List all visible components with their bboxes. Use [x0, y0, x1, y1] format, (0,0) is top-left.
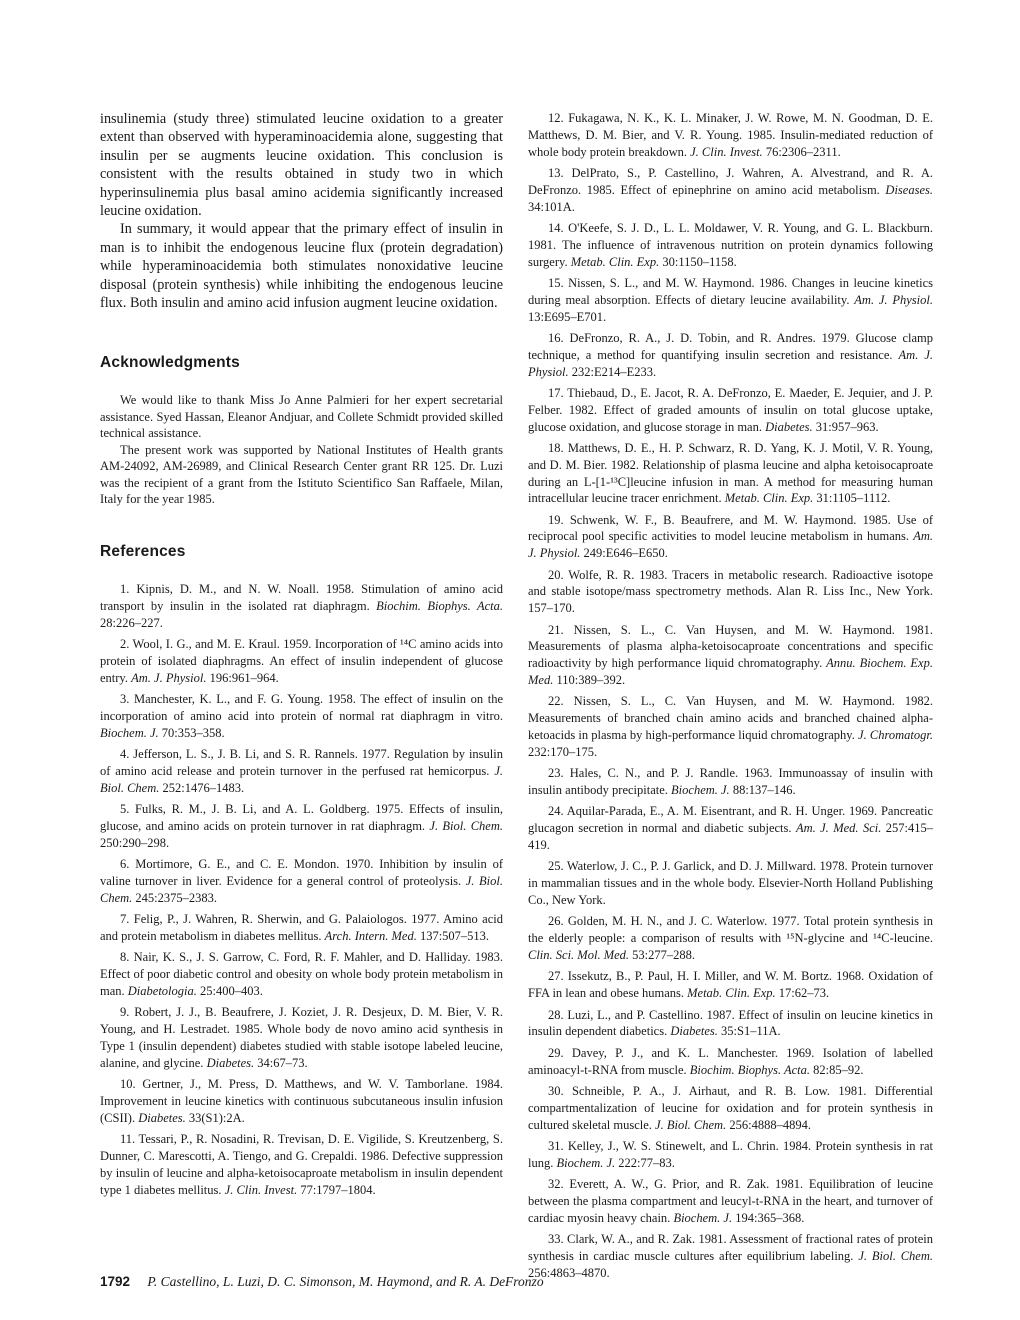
- left-column: [100, 110, 503, 1203]
- reference-text: 10. Gertner, J., M. Press, D. Matthews, and W. V. Tamborlane. 1984. Improvement in leucine kinetics with continuous subcutaneous insulin infusion (CSII).: [100, 1077, 503, 1125]
- reference-source: J. Biol. Chem.: [100, 874, 503, 905]
- reference-citation: 194:365–368.: [732, 1210, 805, 1225]
- reference-item: [528, 1045, 933, 1079]
- reference-text: 25. Waterlow, J. C., P. J. Garlick, and D. J. Millward. 1978. Protein turnover in mammalian tissues and in the whole body. Elsevier-North Holland Publishing Co., New York.: [528, 859, 933, 907]
- reference-text: 9. Robert, J. J., B. Beaufrere, J. Koziet, J. R. Desjeux, D. M. Bier, V. R. Young, and H. Lestradet. 1985. Whole body de novo amino acid synthesis in Type 1 (insulin dependent) diabetes studied with stable isotope labeled leucine, alanine, and glycine.: [100, 1005, 503, 1070]
- footer-authors: P. Castellino, L. Luzi, D. C. Simonson, M. Haymond, and R. A. DeFronzo: [147, 1274, 544, 1289]
- reference-text: 20. Wolfe, R. R. 1983. Tracers in metabolic research. Radioactive isotope and stable isotope/mass spectrometry methods. Alan R. Liss Inc., New York. 157–170.: [528, 567, 933, 616]
- acknowledgments-body: [100, 392, 503, 507]
- reference-citation: 30:1150–1158.: [659, 254, 737, 269]
- reference-text: 15. Nissen, S. L., and M. W. Haymond. 1986. Changes in leucine kinetics during meal absorption. Effects of dietary leucine availability.: [528, 275, 933, 307]
- reference-text: 7. Felig, P., J. Wahren, R. Sherwin, and G. Palaiologos. 1977. Amino acid and protein metabolism in diabetes mellitus.: [100, 912, 503, 944]
- reference-text: 2. Wool, I. G., and M. E. Kraul. 1959. Incorporation of ¹⁴C amino acids into protein of isolated diaphragms. An effect of insulin independent of glucose entry.: [100, 637, 503, 685]
- reference-citation: 110:389–392.: [553, 673, 626, 688]
- reference-text: 8. Nair, K. S., J. S. Garrow, C. Ford, R. F. Mahler, and D. Halliday. 1983. Effect of poor diabetic control and obesity on whole body protein metabolism in man.: [100, 950, 503, 998]
- acknowledgments-heading: Acknowledgments: [100, 354, 240, 372]
- reference-citation: 76:2306–2311.: [762, 144, 841, 159]
- reference-source: Diabetes.: [138, 1110, 186, 1125]
- reference-text: 6. Mortimore, G. E., and C. E. Mondon. 1970. Inhibition by insulin of valine turnover in liver. Evidence for a general control of proteolysis.: [100, 857, 503, 889]
- reference-item: [528, 803, 933, 853]
- reference-source: J. Clin. Invest.: [224, 1182, 298, 1197]
- reference-text: 3. Manchester, K. L., and F. G. Young. 1958. The effect of insulin on the incorporation of amino acid into protein of normal rat diaphragm in vitro.: [100, 692, 503, 724]
- reference-item: [100, 1004, 503, 1071]
- reference-citation: 137:507–513.: [416, 929, 490, 944]
- reference-text: 13. DelPrato, S., P. Castellino, J. Wahren, A. Alvestrand, and R. A. DeFronzo. 1985. Effect of epinephrine on amino acid metabolism.: [528, 165, 933, 197]
- reference-citation: 13:E695–E701.: [528, 309, 607, 324]
- reference-source: J. Chromatogr.: [858, 728, 933, 743]
- right-column: [528, 110, 933, 1286]
- references-heading: References: [100, 543, 186, 561]
- reference-item: [100, 949, 503, 999]
- reference-text: 12. Fukagawa, N. K., K. L. Minaker, J. W. Rowe, M. N. Goodman, D. E. Matthews, D. M. Bier, and V. R. Young. 1985. Insulin-mediated reduction of whole body protein breakdown.: [528, 111, 933, 159]
- reference-citation: 245:2375–2383.: [132, 890, 218, 905]
- reference-source: Diabetes.: [206, 1055, 255, 1070]
- reference-source: J. Biol. Chem.: [100, 764, 503, 795]
- reference-citation: 25:400–403.: [196, 984, 263, 998]
- reference-source: Am. J. Physiol.: [131, 670, 207, 685]
- reference-citation: 196:961–964.: [206, 670, 279, 685]
- reference-item: [528, 913, 933, 963]
- reference-source: Clin. Sci. Mol. Med.: [528, 947, 630, 962]
- reference-text: 33. Clark, W. A., and R. Zak. 1981. Assessment of fractional rates of protein synthesis in cardiac muscle cultures after equilibrium labeling.: [528, 1232, 933, 1263]
- reference-text: 4. Jefferson, L. S., J. B. Li, and S. R. Rannels. 1977. Regulation by insulin of amino acid release and protein turnover in the perfused rat hemicorpus.: [100, 747, 503, 779]
- reference-item: [528, 1007, 933, 1041]
- reference-text: 24. Aquilar-Parada, E., A. M. Eisentrant, and R. H. Unger. 1969. Pancreatic glucagon secretion in normal and diabetic subjects.: [528, 804, 933, 836]
- reference-citation: 232:170–175.: [528, 744, 598, 759]
- reference-source: J. Biol. Chem.: [858, 1248, 933, 1263]
- reference-source: Biochim. Biophys. Acta.: [689, 1062, 811, 1077]
- references-list-right: [528, 110, 933, 1281]
- reference-citation: 88:137–146.: [729, 783, 796, 798]
- reference-citation: 34:101A.: [528, 199, 575, 214]
- reference-source: Metab. Clin. Exp.: [687, 986, 776, 1001]
- references-list-left: [100, 581, 503, 1198]
- reference-item: [528, 1138, 933, 1172]
- reference-item: [528, 1231, 933, 1281]
- reference-citation: 232:E214–E233.: [568, 364, 657, 379]
- page-number: 1792: [100, 1274, 131, 1289]
- reference-text: 32. Everett, A. W., G. Prior, and R. Zak. 1981. Equilibration of leucine between the plasma compartment and leucyl-t-RNA in the heart, and turnover of cardiac myosin heavy chain.: [528, 1177, 933, 1225]
- reference-item: [100, 691, 503, 741]
- reference-item: [528, 858, 933, 908]
- reference-item: [528, 220, 933, 270]
- reference-citation: 257:415–419.: [528, 821, 933, 852]
- reference-source: J. Biol. Chem.: [429, 819, 503, 834]
- reference-source: Am. J. Physiol.: [528, 347, 933, 379]
- reference-text: 30. Schneible, P. A., J. Airhaut, and R. B. Low. 1981. Differential compartmentalization of leucine for oxidation and for protein synthesis in cultured skeletal muscle.: [528, 1083, 933, 1132]
- reference-source: Arch. Intern. Med.: [324, 929, 417, 944]
- reference-item: [528, 330, 933, 380]
- reference-citation: 222:77–83.: [615, 1155, 675, 1170]
- reference-text: 14. O'Keefe, S. J. D., L. L. Moldawer, V. R. Young, and G. L. Blackburn. 1981. The influence of intravenous nutrition on protein dynamics following surgery.: [528, 220, 933, 269]
- reference-text: 23. Hales, C. N., and P. J. Randle. 1963. Immunoassay of insulin with insulin antibody precipitate.: [528, 766, 933, 798]
- reference-citation: 31:1105–1112.: [813, 491, 891, 506]
- body-paragraph: insulinemia (study three) stimulated leucine oxidation to a greater extent than observed with hyperaminoacidemia alone, suggesting that insulin per se augments leucine oxidation. This conclusion is consistent with the results obtained in study two in which hyperinsulinemia plus basal amino acidemia significantly increased leucine oxidation.: [100, 111, 503, 220]
- reference-citation: 53:277–288.: [629, 947, 696, 962]
- reference-citation: 28:226–227.: [100, 615, 163, 630]
- reference-text: 21. Nissen, S. L., C. Van Huysen, and M. W. Haymond. 1981. Measurements of plasma alpha-ketoisocaproate concentrations and specific radioactivity by high performance liquid chromatography.: [528, 622, 933, 671]
- reference-text: 28. Luzi, L., and P. Castellino. 1987. Effect of insulin on leucine kinetics in insulin dependent diabetics.: [528, 1007, 933, 1039]
- reference-item: [528, 275, 933, 325]
- reference-item: [528, 765, 933, 799]
- reference-item: [100, 856, 503, 906]
- reference-item: [100, 1131, 503, 1198]
- reference-source: Biochem. J.: [100, 725, 159, 740]
- reference-item: [100, 1076, 503, 1126]
- reference-citation: 77:1797–1804.: [297, 1182, 376, 1197]
- reference-item: [100, 746, 503, 796]
- reference-citation: 33(S1):2A.: [185, 1110, 245, 1125]
- reference-source: Diabetes.: [765, 419, 813, 434]
- reference-source: J. Clin. Invest.: [690, 144, 763, 159]
- reference-text: 27. Issekutz, B., P. Paul, H. I. Miller, and W. M. Bortz. 1968. Oxidation of FFA in lean and obese humans.: [528, 969, 933, 1001]
- reference-text: 22. Nissen, S. L., C. Van Huysen, and M. W. Haymond. 1982. Measurements of branched chain amino acids and branched chained alpha-ketoacids in plasma by high-performance liquid chromatography.: [528, 694, 933, 743]
- reference-source: Diabetologia.: [127, 984, 197, 998]
- acknowledgments-paragraph: We would like to thank Miss Jo Anne Palmieri for her expert secretarial assistance. Syed Hassan, Eleanor Andjuar, and Collete Schmidt provided skilled technical assistance.: [100, 393, 503, 441]
- reference-citation: 31:957–963.: [812, 419, 879, 434]
- body-paragraph: In summary, it would appear that the primary effect of insulin in man is to inhibit the endogenous leucine flux (protein degradation) while hyperaminoacidemia both stimulates nonoxidative leucine disposal (protein synthesis) while inhibiting the endogenous leucine flux. Both insulin and amino acid infusion augment leucine oxidation.: [100, 221, 503, 312]
- reference-text: 1. Kipnis, D. M., and N. W. Noall. 1958. Stimulation of amino acid transport by insulin in the isolated rat diaphragm.: [100, 582, 503, 614]
- reference-item: [528, 165, 933, 215]
- reference-source: Biochem. J.: [556, 1155, 616, 1170]
- reference-citation: 256:4863–4870.: [528, 1265, 610, 1280]
- reference-item: [528, 440, 933, 507]
- reference-text: 18. Matthews, D. E., H. P. Schwarz, R. D. Yang, K. J. Motil, V. R. Young, and D. M. Bier. 1982. Relationship of plasma leucine and alpha ketoisocaproate during an L-[1-¹³C]leucine infusion in man. A method for measuring human intracellular leucine tracer enrichment.: [528, 440, 933, 506]
- reference-citation: 252:1476–1483.: [159, 780, 245, 795]
- reference-item: [528, 1083, 933, 1133]
- reference-item: [100, 636, 503, 686]
- reference-citation: 250:290–298.: [100, 835, 170, 850]
- reference-text: 31. Kelley, J., W. S. Stinewelt, and L. Chrin. 1984. Protein synthesis in rat lung.: [528, 1138, 933, 1170]
- reference-text: 19. Schwenk, W. F., B. Beaufrere, and M. W. Haymond. 1985. Use of reciprocal pool specific activities to model leucine metabolism in humans.: [528, 512, 933, 544]
- reference-citation: 70:353–358.: [158, 725, 225, 740]
- reference-source: Diabetes.: [670, 1024, 718, 1039]
- reference-citation: 17:62–73.: [775, 986, 830, 1001]
- reference-item: [528, 1176, 933, 1226]
- reference-source: Am. J. Physiol.: [528, 529, 933, 561]
- reference-item: [100, 911, 503, 945]
- reference-item: [100, 581, 503, 631]
- reference-source: Metab. Clin. Exp.: [724, 491, 814, 506]
- reference-item: [100, 801, 503, 851]
- reference-citation: 256:4888–4894.: [726, 1117, 811, 1132]
- reference-item: [528, 567, 933, 617]
- page-footer: [100, 1274, 544, 1290]
- acknowledgments-paragraph: The present work was supported by National Institutes of Health grants AM-24092, AM-26989, and Clinical Research Center grant RR 125. Dr. Luzi was the recipient of a grant from the Istituto Scientifico San Raffaele, Milan, Italy for the year 1985.: [100, 442, 503, 506]
- reference-citation: 35:S1–11A.: [717, 1024, 781, 1039]
- reference-source: Biochem. J.: [671, 783, 730, 798]
- reference-source: Am. J. Med. Sci.: [795, 821, 882, 836]
- reference-item: [528, 693, 933, 760]
- reference-source: Am. J. Physiol.: [854, 292, 933, 307]
- reference-item: [528, 968, 933, 1002]
- reference-item: [528, 385, 933, 435]
- reference-citation: 34:67–73.: [254, 1055, 308, 1070]
- reference-item: [528, 110, 933, 160]
- reference-citation: 249:E646–E650.: [580, 546, 668, 561]
- reference-source: Biochem. J.: [673, 1210, 733, 1225]
- reference-text: 26. Golden, M. H. N., and J. C. Waterlow. 1977. Total protein synthesis in the elderly people: a comparison of results with ¹⁵N-glycine and ¹⁴C-leucine.: [528, 914, 933, 946]
- reference-text: 11. Tessari, P., R. Nosadini, R. Trevisan, D. E. Vigilide, S. Kreutzenberg, S. Dunner, C. Marescotti, A. Tiengo, and G. Crepaldi. 1986. Defective suppression by insulin of leucine and alpha-ketoisocaproate metabolism in insulin dependent type 1 diabetes mellitus.: [100, 1132, 503, 1197]
- reference-source: Metab. Clin. Exp.: [570, 254, 660, 269]
- reference-item: [528, 512, 933, 562]
- reference-item: [528, 622, 933, 689]
- reference-text: 16. DeFronzo, R. A., J. D. Tobin, and R. Andres. 1979. Glucose clamp technique, a method for quantifying insulin secretion and resistance.: [528, 330, 933, 362]
- reference-text: 5. Fulks, R. M., J. B. Li, and A. L. Goldberg. 1975. Effects of insulin, glucose, and amino acids on protein turnover in rat diaphragm.: [100, 802, 503, 834]
- reference-source: Diseases.: [885, 182, 933, 197]
- reference-source: Biochim. Biophys. Acta.: [376, 599, 504, 614]
- reference-citation: 82:85–92.: [810, 1062, 864, 1077]
- reference-text: 29. Davey, P. J., and K. L. Manchester. 1969. Isolation of labelled aminoacyl-t-RNA from muscle.: [528, 1045, 933, 1077]
- reference-source: J. Biol. Chem.: [655, 1117, 727, 1132]
- reference-source: Annu. Biochem. Exp. Med.: [528, 656, 933, 688]
- reference-text: 17. Thiebaud, D., E. Jacot, R. A. DeFronzo, E. Maeder, E. Jequier, and J. P. Felber. 1982. Effect of graded amounts of insulin on total glucose uptake, glucose oxidation, and glucose storage in man.: [528, 385, 933, 434]
